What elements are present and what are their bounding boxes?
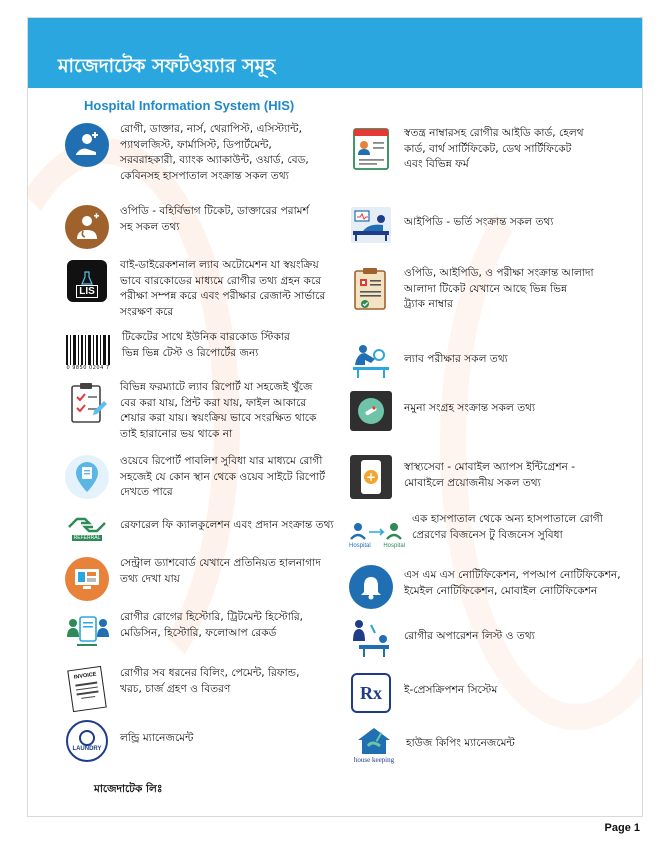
history-icon xyxy=(64,610,110,656)
doctor-icon xyxy=(64,204,110,250)
feature-item xyxy=(64,556,321,602)
feature-item xyxy=(348,512,603,558)
feature-item xyxy=(348,126,584,173)
barcode-digits: 0 9850 0204 7 xyxy=(66,365,110,371)
mobile-app-icon: + xyxy=(348,454,394,500)
ticket-clipboard-icon xyxy=(348,266,394,312)
invoice-label: INVOICE xyxy=(73,671,97,681)
feature-text: বাই-ডাইরেকশনাল ল্যাব অটোমেশন যা স্বয়ংক্রিয় ভাবে বারকোডের মাধ্যমে রোগীর তথ্য গ্রহন করে পরীক্ষা সম্পন্ন করে এবং পরীক্ষার রেজাল্ট সার্ভারে সংরক্ষণ করে xyxy=(120,259,326,318)
feature-text: নমুনা সংগ্রহ সংক্রান্ত সকল তথ্য xyxy=(404,402,536,414)
feature-item xyxy=(348,338,508,384)
feature-text: ওপিডি, আইপিডি, ও পরীক্ষা সংক্রান্ত আলাদা আলাদা টিকেট যেখানে আছে ভিন্ন ভিন্ন ট্র্যাক নাম্বার xyxy=(404,267,594,310)
feature-text: ল্যাব পরীক্ষার সকল তথ্য xyxy=(404,353,508,365)
referral-label: REFERRAL xyxy=(73,535,101,541)
operation-icon xyxy=(348,616,394,662)
feature-text: ওয়েবে রিপোর্ট পাবলিশ সুবিধা যার মাধ্যমে রোগী সহজেই যে কোন স্থান থেকে ওয়েব সাইটে রিপোর্ট দেখতে পারে xyxy=(120,455,326,498)
feature-text: এক হাসপাতাল থেকে অন্য হাসপাতালে রোগী প্রেরণের বিজনেস টু বিজনেস সুবিধা xyxy=(412,513,603,541)
laundry-icon xyxy=(64,718,110,764)
referral-fee-icon xyxy=(64,508,110,554)
header-banner xyxy=(28,18,642,88)
page-title: মাজেদাটেক সফটওয়্যার সমূহ xyxy=(58,55,276,77)
feature-text: টিকেটের সাথে ইউনিক বারকোড স্টিকার ভিন্ন ভিন্ন টেস্ট ও রিপোর্টের জন্য xyxy=(122,331,290,359)
page-number: Page 1 xyxy=(604,822,640,834)
feature-item xyxy=(64,454,325,501)
feature-item xyxy=(64,122,309,184)
feature-text: রোগীর সব ধরনের বিলিং, পেমেন্ট, রিফান্ড, খরচ, চার্জ গ্রহণ ও বিতরণ xyxy=(120,667,300,695)
feature-item xyxy=(348,722,515,768)
barcode-icon xyxy=(64,330,112,376)
feature-text: রেফারেল ফি ক্যালকুলেশন এবং প্রদান সংক্রান্ত তথ্য xyxy=(120,519,334,531)
feature-item xyxy=(64,666,300,712)
feature-item xyxy=(348,670,497,716)
feature-text: রোগীর অপারেশন লিস্ট ও তথ্য xyxy=(404,630,535,642)
company-name: মাজেদাটেক লিঃ xyxy=(94,783,163,795)
feature-item xyxy=(64,380,316,442)
lis-icon xyxy=(64,258,110,304)
hospital-label: Hospital xyxy=(349,543,371,549)
web-report-icon xyxy=(64,454,110,500)
feature-item xyxy=(64,508,334,554)
dashboard-icon xyxy=(64,556,110,602)
lis-label: LIS xyxy=(76,285,98,298)
sample-collection-icon xyxy=(348,388,394,434)
feature-text: রোগী, ডাক্তার, নার্স, থেরাপিস্ট, এসিস্ট্যান্ট, প্যাথলজিস্ট, ফার্মাসিস্ট, ডিপার্টমেন্ট, সরবরাহকারী, ব্যাংক অ্যাকাউন্ট, ওয়ার্ড, বেড, কেবিনসহ হাসপাতাল সংক্রান্ত সকল তথ্য xyxy=(120,123,309,182)
feature-text: ওপিডি - বহির্বিভাগ টিকেট, ডাক্তারের পরামর্শ সহ সকল তথ্য xyxy=(120,205,309,233)
feature-item xyxy=(348,202,553,248)
laundry-label: LAUNDRY xyxy=(72,746,102,752)
feature-item xyxy=(348,266,594,313)
rx-icon xyxy=(348,670,394,716)
feature-text: বিভিন্ন ফরম্যাটে ল্যাব রিপোর্ট যা সহজেই খুঁজে বের করা যায়, প্রিন্ট করা যায়, ফাইল আকারে শেয়ার করা যায়। স্বয়ংক্রিয় ভাবে সংরক্ষিত থাকে তাই হারানোর ভয় থাকে না xyxy=(120,381,317,440)
feature-item xyxy=(64,610,303,656)
feature-text: লন্ড্রি ম্যানেজমেন্ট xyxy=(120,732,194,744)
feature-item xyxy=(64,330,290,376)
lab-test-icon xyxy=(348,338,394,384)
invoice-icon xyxy=(64,666,110,712)
feature-item xyxy=(64,258,325,320)
feature-text: সেন্ট্রাল ড্যাশবোর্ড যেখানে প্রতিনিয়ত হালনাগাদ তথ্য দেখা যায় xyxy=(120,557,321,585)
feature-item xyxy=(348,454,575,500)
house-keeping-icon xyxy=(348,722,400,768)
patient-care-icon xyxy=(64,122,110,168)
feature-text: স্বতন্ত্র নাম্বারসহ রোগীর আইডি কার্ড, হেলথ কার্ড, বার্থ সার্টিফিকেট, ডেথ সার্টিফিকেট এবং বিভিন্ন ফর্ম xyxy=(404,127,584,170)
feature-item xyxy=(64,718,193,764)
patient-id-card-icon xyxy=(348,126,394,172)
house-keeping-label: house keeping xyxy=(353,756,395,764)
rx-label: Rx xyxy=(360,682,382,703)
feature-text: স্বাস্থ্যসেবা - মোবাইল অ্যাপস ইন্টিগ্রেশন - মোবাইলে প্রয়োজনীয় সকল তথ্য xyxy=(404,461,576,489)
inpatient-icon xyxy=(348,202,394,248)
feature-text: রোগীর রোগের হিস্টোরি, ট্রিটমেন্ট হিস্টোরি, মেডিসিন, হিস্টোরি, ফলোআপ রেকর্ড xyxy=(120,611,304,639)
feature-text: ই-প্রেসক্রিপশন সিস্টেম xyxy=(404,684,498,696)
section-subtitle: Hospital Information System (HIS) xyxy=(84,98,295,113)
hospital-transfer-icon xyxy=(348,512,406,558)
feature-item xyxy=(64,204,309,250)
feature-item xyxy=(348,388,535,434)
report-clipboard-icon xyxy=(64,380,110,426)
feature-item xyxy=(348,616,535,662)
document-page xyxy=(27,17,643,817)
hospital-label: Hospital xyxy=(383,543,405,549)
feature-text: আইপিডি - ভর্তি সংক্রান্ত সকল তথ্য xyxy=(404,216,554,228)
feature-text: এস এম এস নোটিফিকেশন, পপআপ নোটিফিকেশন, ইমেইল নোটিফিকেশন, মোবাইল নোটিফিকেশন xyxy=(404,569,621,597)
notification-bell-icon xyxy=(348,564,394,610)
feature-text: হাউজ কিপিং ম্যানেজমেন্ট xyxy=(406,737,515,749)
feature-item xyxy=(348,564,621,610)
